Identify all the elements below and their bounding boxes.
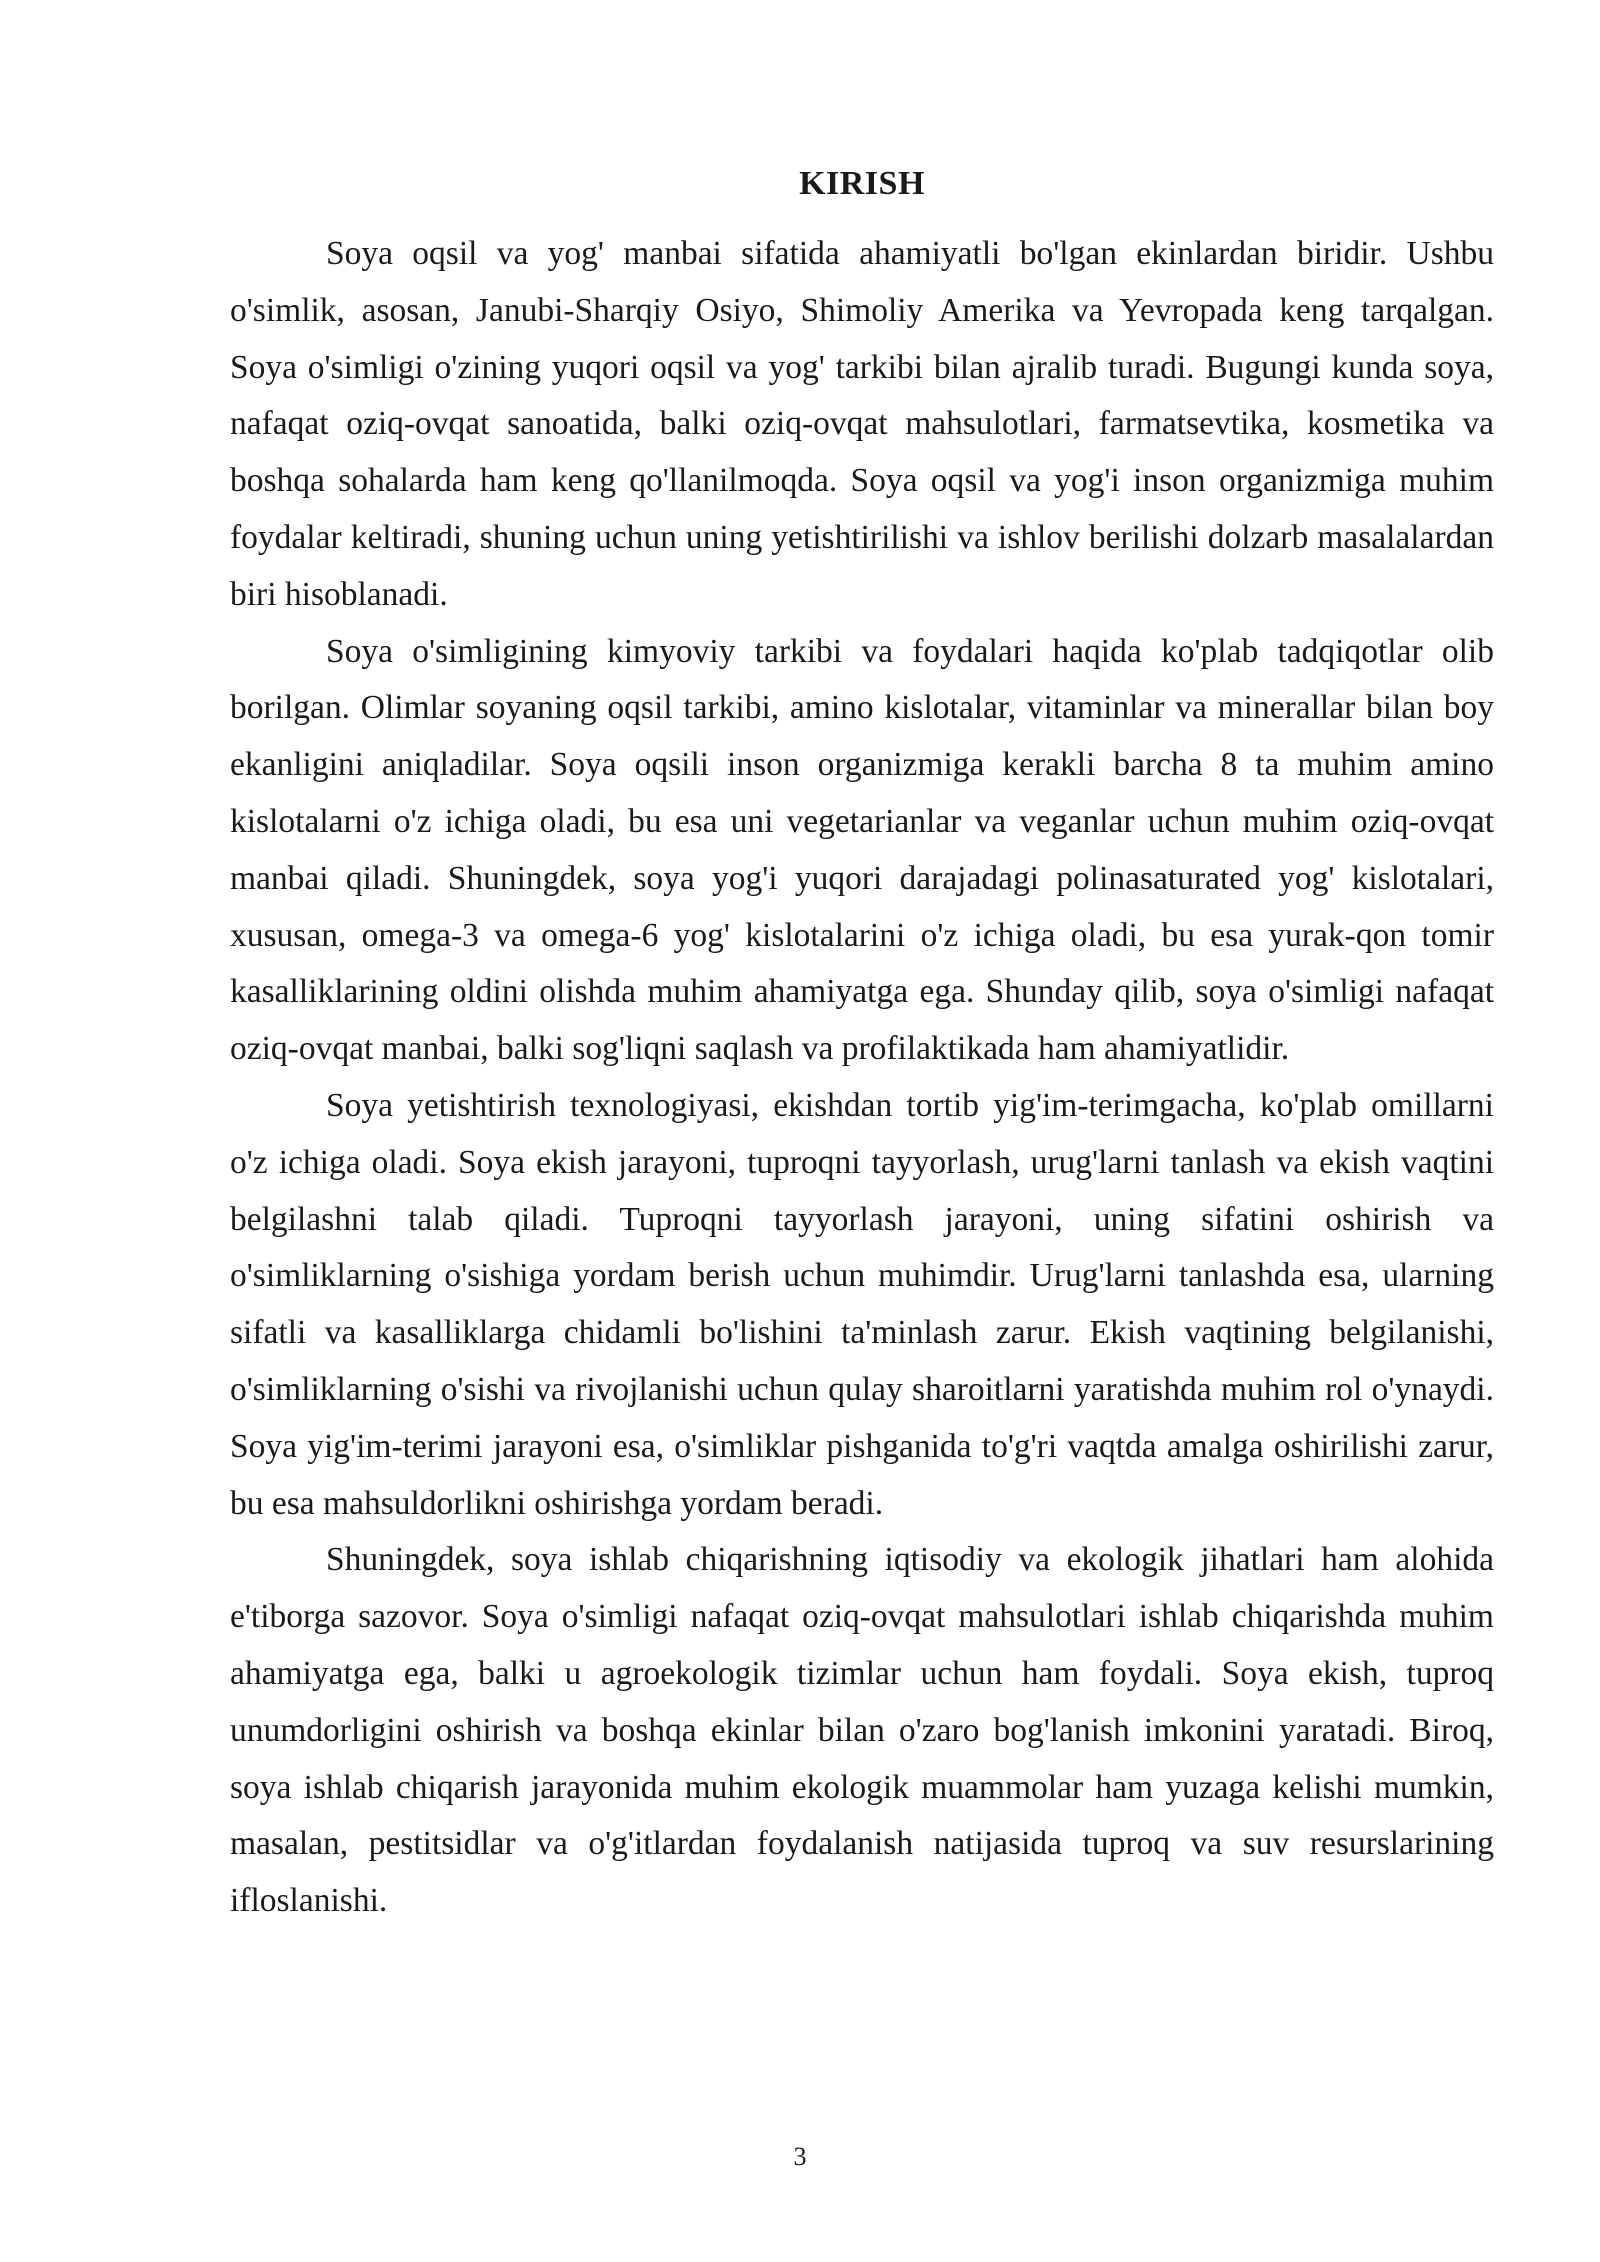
paragraph-3: Soya yetishtirish texnologiyasi, ekishdan tortib yig'im-terimgacha, ko'plab omillarni o'z ichiga oladi. Soya ekish jarayoni, tuproqni tayyorlash, urug'larni tanlash va ekish vaqtini belgilashni talab qiladi. Tuproqni tayyorlash jarayoni, uning sifatini oshirish va o'simliklarning o'sishiga yordam berish uchun muhimdir. Urug'larni tanlashda esa, ularning sifatli va kasalliklarga chidamli bo'lishini ta'minlash zarur. Ekish vaqtining belgilanishi, o'simliklarning o'sishi va rivojlanishi uchun qulay sharoitlarni yaratishda muhim rol o'ynaydi. Soya yig'im-terimi jarayoni esa, o'simliklar pishganida to'g'ri vaqtda amalga oshirilishi zarur, bu esa mahsuldorlikni oshirishga yordam beradi. <box>230 1086 1494 1522</box>
paragraph-2: Soya o'simligining kimyoviy tarkibi va foydalari haqida ko'plab tadqiqotlar olib borilgan. Olimlar soyaning oqsil tarkibi, amino kislotalar, vitaminlar va minerallar bilan boy ekanligini aniqladilar. Soya oqsili inson organizmiga kerakli barcha 8 ta muhim amino kislotalarni o'z ichiga oladi, bu esa uni vegetarianlar va veganlar uchun muhim oziq-ovqat manbai qiladi. Shuningdek, soya yog'i yuqori darajadagi polinasaturated yog' kislotalari, xususan, omega-3 va omega-6 yog' kislotalarini o'z ichiga oladi, bu esa yurak-qon tomir kasalliklarining oldini olishda muhim ahamiyatga ega. Shunday qilib, soya o'simligi nafaqat oziq-ovqat manbai, balki sog'liqni saqlash va profilaktikada ham ahamiyatlidir. <box>230 632 1494 1068</box>
paragraph-4: Shuningdek, soya ishlab chiqarishning iqtisodiy va ekologik jihatlari ham alohida e'tiborga sazovor. Soya o'simligi nafaqat oziq-ovqat mahsulotlari ishlab chiqarishda muhim ahamiyatga ega, balki u agroekologik tizimlar uchun ham foydali. Soya ekish, tuproq unumdorligini oshirish va boshqa ekinlar bilan o'zaro bog'lanish imkonini yaratadi. Biroq, soya ishlab chiqarish jarayonida muhim ekologik muammolar ham yuzaga kelishi mumkin, masalan, pestitsidlar va o'g'itlardan foydalanish natijasida tuproq va suv resurslarining ifloslanishi. <box>230 1541 1494 1920</box>
section-title: KIRISH <box>799 165 925 202</box>
paragraph-1: Soya oqsil va yog' manbai sifatida ahamiyatli bo'lgan ekinlardan biridir. Ushbu o'simlik, asosan, Janubi-Sharqiy Osiyo, Shimoliy Amerika va Yevropada keng tarqalgan. Soya o'simligi o'zining yuqori oqsil va yog' tarkibi bilan ajralib turadi. Bugungi kunda soya, nafaqat oziq-ovqat sanoatida, balki oziq-ovqat mahsulotlari, farmatsevtika, kosmetika va boshqa sohalarda ham keng qo'llanilmoqda. Soya oqsil va yog'i inson organizmiga muhim foydalar keltiradi, shuning uchun uning yetishtirilishi va ishlov berilishi dolzarb masalalardan biri hisoblanadi. <box>230 235 1494 613</box>
page-number: 3 <box>793 2142 807 2171</box>
page-content <box>230 164 1494 1930</box>
